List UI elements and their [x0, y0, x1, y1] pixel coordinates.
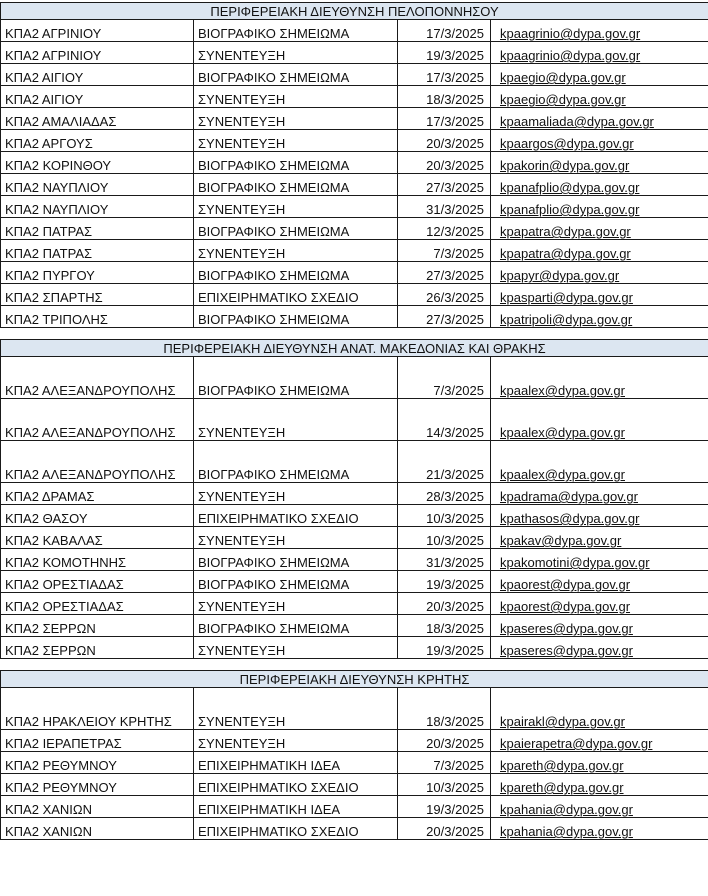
date-cell: 26/3/2025	[398, 284, 491, 306]
date-cell: 20/3/2025	[398, 818, 491, 840]
date-cell: 17/3/2025	[398, 108, 491, 130]
email-cell	[491, 796, 708, 818]
email-link[interactable]: kpaegio@dypa.gov.gr	[500, 70, 626, 85]
table-row	[1, 284, 708, 306]
office-cell: ΚΠΑ2 ΣΕΡΡΩΝ	[1, 615, 194, 637]
email-cell	[491, 152, 708, 174]
email-link[interactable]: kpaseres@dypa.gov.gr	[500, 621, 633, 636]
office-cell: ΚΠΑ2 ΚΟΡΙΝΘΟΥ	[1, 152, 194, 174]
table-row	[1, 108, 708, 130]
office-cell: ΚΠΑ2 ΡΕΘΥΜΝΟΥ	[1, 774, 194, 796]
section-header-row	[1, 3, 708, 20]
email-link[interactable]: kpanafplio@dypa.gov.gr	[500, 180, 640, 195]
type-cell: ΕΠΙΧΕΙΡΗΜΑΤΙΚΗ ΙΔΕΑ	[194, 752, 398, 774]
table-row	[1, 399, 708, 441]
office-cell: ΚΠΑ2 ΟΡΕΣΤΙΑΔΑΣ	[1, 571, 194, 593]
table-row	[1, 818, 708, 840]
email-link[interactable]: kpadrama@dypa.gov.gr	[500, 489, 638, 504]
email-link[interactable]: kpahania@dypa.gov.gr	[500, 802, 633, 817]
type-cell: ΣΥΝΕΝΤΕΥΞΗ	[194, 240, 398, 262]
date-cell: 20/3/2025	[398, 152, 491, 174]
table-row	[1, 527, 708, 549]
table-row	[1, 174, 708, 196]
schedule-table	[0, 2, 708, 840]
office-cell: ΚΠΑ2 ΧΑΝΙΩΝ	[1, 818, 194, 840]
email-cell	[491, 196, 708, 218]
email-link[interactable]: kpathasos@dypa.gov.gr	[500, 511, 640, 526]
email-link[interactable]: kpakorin@dypa.gov.gr	[500, 158, 630, 173]
table-row	[1, 64, 708, 86]
email-cell	[491, 86, 708, 108]
type-cell: ΒΙΟΓΡΑΦΙΚΟ ΣΗΜΕΙΩΜΑ	[194, 218, 398, 240]
email-link[interactable]: kpaegio@dypa.gov.gr	[500, 92, 626, 107]
type-cell: ΒΙΟΓΡΑΦΙΚΟ ΣΗΜΕΙΩΜΑ	[194, 152, 398, 174]
section-header-row	[1, 671, 708, 688]
table-row	[1, 240, 708, 262]
date-cell: 20/3/2025	[398, 730, 491, 752]
type-cell: ΒΙΟΓΡΑΦΙΚΟ ΣΗΜΕΙΩΜΑ	[194, 441, 398, 483]
table-row	[1, 505, 708, 527]
email-cell	[491, 441, 708, 483]
table-row	[1, 42, 708, 64]
email-cell	[491, 818, 708, 840]
date-cell: 27/3/2025	[398, 306, 491, 328]
type-cell: ΣΥΝΕΝΤΕΥΞΗ	[194, 637, 398, 659]
section-spacer	[1, 328, 708, 340]
office-cell: ΚΠΑ2 ΝΑΥΠΛΙΟΥ	[1, 174, 194, 196]
table-row	[1, 774, 708, 796]
office-cell: ΚΠΑ2 ΧΑΝΙΩΝ	[1, 796, 194, 818]
table-row	[1, 796, 708, 818]
email-cell	[491, 688, 708, 730]
email-cell	[491, 108, 708, 130]
date-cell: 10/3/2025	[398, 527, 491, 549]
office-cell: ΚΠΑ2 ΙΕΡΑΠΕΤΡΑΣ	[1, 730, 194, 752]
email-link[interactable]: kpaalex@dypa.gov.gr	[500, 425, 625, 440]
email-link[interactable]: kpaagrinio@dypa.gov.gr	[500, 48, 641, 63]
office-cell: ΚΠΑ2 ΣΠΑΡΤΗΣ	[1, 284, 194, 306]
type-cell: ΣΥΝΕΝΤΕΥΞΗ	[194, 688, 398, 730]
date-cell: 19/3/2025	[398, 637, 491, 659]
type-cell: ΒΙΟΓΡΑΦΙΚΟ ΣΗΜΕΙΩΜΑ	[194, 549, 398, 571]
section-header-row	[1, 340, 708, 357]
email-link[interactable]: kpahania@dypa.gov.gr	[500, 824, 633, 839]
office-cell: ΚΠΑ2 ΑΙΓΙΟΥ	[1, 64, 194, 86]
table-row	[1, 196, 708, 218]
table-row	[1, 262, 708, 284]
email-cell	[491, 306, 708, 328]
date-cell: 12/3/2025	[398, 218, 491, 240]
type-cell: ΒΙΟΓΡΑΦΙΚΟ ΣΗΜΕΙΩΜΑ	[194, 615, 398, 637]
email-cell	[491, 399, 708, 441]
email-link[interactable]: kpairakl@dypa.gov.gr	[500, 714, 625, 729]
office-cell: ΚΠΑ2 ΑΡΓΟΥΣ	[1, 130, 194, 152]
date-cell: 19/3/2025	[398, 571, 491, 593]
office-cell: ΚΠΑ2 ΑΜΑΛΙΑΔΑΣ	[1, 108, 194, 130]
office-cell: ΚΠΑ2 ΤΡΙΠΟΛΗΣ	[1, 306, 194, 328]
office-cell: ΚΠΑ2 ΡΕΘΥΜΝΟΥ	[1, 752, 194, 774]
email-cell	[491, 483, 708, 505]
email-cell	[491, 357, 708, 399]
office-cell: ΚΠΑ2 ΗΡΑΚΛΕΙΟΥ ΚΡΗΤΗΣ	[1, 688, 194, 730]
date-cell: 10/3/2025	[398, 774, 491, 796]
type-cell: ΕΠΙΧΕΙΡΗΜΑΤΙΚΟ ΣΧΕΔΙΟ	[194, 774, 398, 796]
table-row	[1, 615, 708, 637]
email-link[interactable]: kpaseres@dypa.gov.gr	[500, 643, 633, 658]
type-cell: ΕΠΙΧΕΙΡΗΜΑΤΙΚΟ ΣΧΕΔΙΟ	[194, 505, 398, 527]
email-link[interactable]: kpapyr@dypa.gov.gr	[500, 268, 620, 283]
date-cell: 10/3/2025	[398, 505, 491, 527]
email-link[interactable]: kpareth@dypa.gov.gr	[500, 758, 624, 773]
office-cell: ΚΠΑ2 ΚΑΒΑΛΑΣ	[1, 527, 194, 549]
email-cell	[491, 218, 708, 240]
email-link[interactable]: kpakav@dypa.gov.gr	[500, 533, 622, 548]
email-link[interactable]: kpaargos@dypa.gov.gr	[500, 136, 634, 151]
email-cell	[491, 240, 708, 262]
email-cell	[491, 571, 708, 593]
type-cell: ΒΙΟΓΡΑΦΙΚΟ ΣΗΜΕΙΩΜΑ	[194, 64, 398, 86]
office-cell: ΚΠΑ2 ΘΑΣΟΥ	[1, 505, 194, 527]
email-cell	[491, 593, 708, 615]
type-cell: ΣΥΝΕΝΤΕΥΞΗ	[194, 527, 398, 549]
table-row	[1, 752, 708, 774]
email-cell	[491, 730, 708, 752]
table-row	[1, 483, 708, 505]
date-cell: 7/3/2025	[398, 752, 491, 774]
office-cell: ΚΠΑ2 ΑΛΕΞΑΝΔΡΟΥΠΟΛΗΣ	[1, 357, 194, 399]
email-cell	[491, 527, 708, 549]
type-cell: ΣΥΝΕΝΤΕΥΞΗ	[194, 483, 398, 505]
email-cell	[491, 20, 708, 42]
email-link[interactable]: kpareth@dypa.gov.gr	[500, 780, 624, 795]
table-row	[1, 306, 708, 328]
date-cell: 21/3/2025	[398, 441, 491, 483]
table-row	[1, 86, 708, 108]
table-row	[1, 688, 708, 730]
section-spacer-cell	[1, 328, 708, 340]
date-cell: 17/3/2025	[398, 64, 491, 86]
office-cell: ΚΠΑ2 ΑΙΓΙΟΥ	[1, 86, 194, 108]
office-cell: ΚΠΑ2 ΠΑΤΡΑΣ	[1, 218, 194, 240]
type-cell: ΣΥΝΕΝΤΕΥΞΗ	[194, 108, 398, 130]
date-cell: 18/3/2025	[398, 615, 491, 637]
type-cell: ΒΙΟΓΡΑΦΙΚΟ ΣΗΜΕΙΩΜΑ	[194, 174, 398, 196]
type-cell: ΒΙΟΓΡΑΦΙΚΟ ΣΗΜΕΙΩΜΑ	[194, 306, 398, 328]
office-cell: ΚΠΑ2 ΠΥΡΓΟΥ	[1, 262, 194, 284]
table-row	[1, 571, 708, 593]
email-link[interactable]: kpapatra@dypa.gov.gr	[500, 224, 631, 239]
date-cell: 31/3/2025	[398, 196, 491, 218]
schedule-sheet	[0, 2, 708, 840]
table-row	[1, 357, 708, 399]
table-row	[1, 218, 708, 240]
email-cell	[491, 752, 708, 774]
type-cell: ΒΙΟΓΡΑΦΙΚΟ ΣΗΜΕΙΩΜΑ	[194, 20, 398, 42]
type-cell: ΕΠΙΧΕΙΡΗΜΑΤΙΚΟ ΣΧΕΔΙΟ	[194, 818, 398, 840]
type-cell: ΣΥΝΕΝΤΕΥΞΗ	[194, 86, 398, 108]
email-cell	[491, 284, 708, 306]
table-row	[1, 730, 708, 752]
type-cell: ΣΥΝΕΝΤΕΥΞΗ	[194, 399, 398, 441]
office-cell: ΚΠΑ2 ΑΓΡΙΝΙΟΥ	[1, 42, 194, 64]
type-cell: ΕΠΙΧΕΙΡΗΜΑΤΙΚΟ ΣΧΕΔΙΟ	[194, 284, 398, 306]
email-link[interactable]: kpaalex@dypa.gov.gr	[500, 383, 625, 398]
date-cell: 27/3/2025	[398, 174, 491, 196]
email-cell	[491, 615, 708, 637]
email-cell	[491, 774, 708, 796]
office-cell: ΚΠΑ2 ΔΡΑΜΑΣ	[1, 483, 194, 505]
email-cell	[491, 42, 708, 64]
email-cell	[491, 130, 708, 152]
email-cell	[491, 637, 708, 659]
type-cell: ΣΥΝΕΝΤΕΥΞΗ	[194, 196, 398, 218]
email-link[interactable]: kpatripoli@dypa.gov.gr	[500, 312, 633, 327]
date-cell: 19/3/2025	[398, 42, 491, 64]
email-cell	[491, 174, 708, 196]
email-link[interactable]: kpaorest@dypa.gov.gr	[500, 599, 631, 614]
email-link[interactable]: kpaierapetra@dypa.gov.gr	[500, 736, 653, 751]
table-row	[1, 549, 708, 571]
email-cell	[491, 505, 708, 527]
section-header: ΠΕΡΙΦΕΡΕΙΑΚΗ ΔΙΕΥΘΥΝΣΗ ΠΕΛΟΠΟΝΝΗΣΟΥ	[1, 3, 708, 20]
email-cell	[491, 64, 708, 86]
office-cell: ΚΠΑ2 ΟΡΕΣΤΙΑΔΑΣ	[1, 593, 194, 615]
office-cell: ΚΠΑ2 ΣΕΡΡΩΝ	[1, 637, 194, 659]
email-link[interactable]: kpasparti@dypa.gov.gr	[500, 290, 633, 305]
type-cell: ΒΙΟΓΡΑΦΙΚΟ ΣΗΜΕΙΩΜΑ	[194, 357, 398, 399]
type-cell: ΒΙΟΓΡΑΦΙΚΟ ΣΗΜΕΙΩΜΑ	[194, 571, 398, 593]
table-row	[1, 637, 708, 659]
date-cell: 14/3/2025	[398, 399, 491, 441]
office-cell: ΚΠΑ2 ΑΛΕΞΑΝΔΡΟΥΠΟΛΗΣ	[1, 441, 194, 483]
type-cell: ΣΥΝΕΝΤΕΥΞΗ	[194, 130, 398, 152]
section-header: ΠΕΡΙΦΕΡΕΙΑΚΗ ΔΙΕΥΘΥΝΣΗ ΑΝΑΤ. ΜΑΚΕΔΟΝΙΑΣ ΚΑΙ ΘΡΑΚΗΣ	[1, 340, 708, 357]
date-cell: 17/3/2025	[398, 20, 491, 42]
schedule-table-body	[1, 3, 708, 840]
email-link[interactable]: kpaalex@dypa.gov.gr	[500, 467, 625, 482]
date-cell: 18/3/2025	[398, 688, 491, 730]
office-cell: ΚΠΑ2 ΝΑΥΠΛΙΟΥ	[1, 196, 194, 218]
table-row	[1, 20, 708, 42]
type-cell: ΣΥΝΕΝΤΕΥΞΗ	[194, 593, 398, 615]
section-spacer	[1, 659, 708, 671]
date-cell: 20/3/2025	[398, 593, 491, 615]
date-cell: 19/3/2025	[398, 796, 491, 818]
date-cell: 31/3/2025	[398, 549, 491, 571]
office-cell: ΚΠΑ2 ΑΛΕΞΑΝΔΡΟΥΠΟΛΗΣ	[1, 399, 194, 441]
email-link[interactable]: kpaamaliada@dypa.gov.gr	[500, 114, 654, 129]
email-link[interactable]: kpaagrinio@dypa.gov.gr	[500, 26, 641, 41]
office-cell: ΚΠΑ2 ΑΓΡΙΝΙΟΥ	[1, 20, 194, 42]
email-link[interactable]: kpapatra@dypa.gov.gr	[500, 246, 631, 261]
email-link[interactable]: kpakomotini@dypa.gov.gr	[500, 555, 650, 570]
date-cell: 7/3/2025	[398, 357, 491, 399]
date-cell: 27/3/2025	[398, 262, 491, 284]
type-cell: ΒΙΟΓΡΑΦΙΚΟ ΣΗΜΕΙΩΜΑ	[194, 262, 398, 284]
date-cell: 20/3/2025	[398, 130, 491, 152]
email-link[interactable]: kpaorest@dypa.gov.gr	[500, 577, 631, 592]
section-spacer-cell	[1, 659, 708, 671]
office-cell: ΚΠΑ2 ΠΑΤΡΑΣ	[1, 240, 194, 262]
table-row	[1, 152, 708, 174]
type-cell: ΣΥΝΕΝΤΕΥΞΗ	[194, 42, 398, 64]
table-row	[1, 130, 708, 152]
date-cell: 28/3/2025	[398, 483, 491, 505]
email-cell	[491, 262, 708, 284]
type-cell: ΣΥΝΕΝΤΕΥΞΗ	[194, 730, 398, 752]
type-cell: ΕΠΙΧΕΙΡΗΜΑΤΙΚΗ ΙΔΕΑ	[194, 796, 398, 818]
email-link[interactable]: kpanafplio@dypa.gov.gr	[500, 202, 640, 217]
office-cell: ΚΠΑ2 ΚΟΜΟΤΗΝΗΣ	[1, 549, 194, 571]
date-cell: 7/3/2025	[398, 240, 491, 262]
table-row	[1, 441, 708, 483]
section-header: ΠΕΡΙΦΕΡΕΙΑΚΗ ΔΙΕΥΘΥΝΣΗ ΚΡΗΤΗΣ	[1, 671, 708, 688]
table-row	[1, 593, 708, 615]
date-cell: 18/3/2025	[398, 86, 491, 108]
email-cell	[491, 549, 708, 571]
